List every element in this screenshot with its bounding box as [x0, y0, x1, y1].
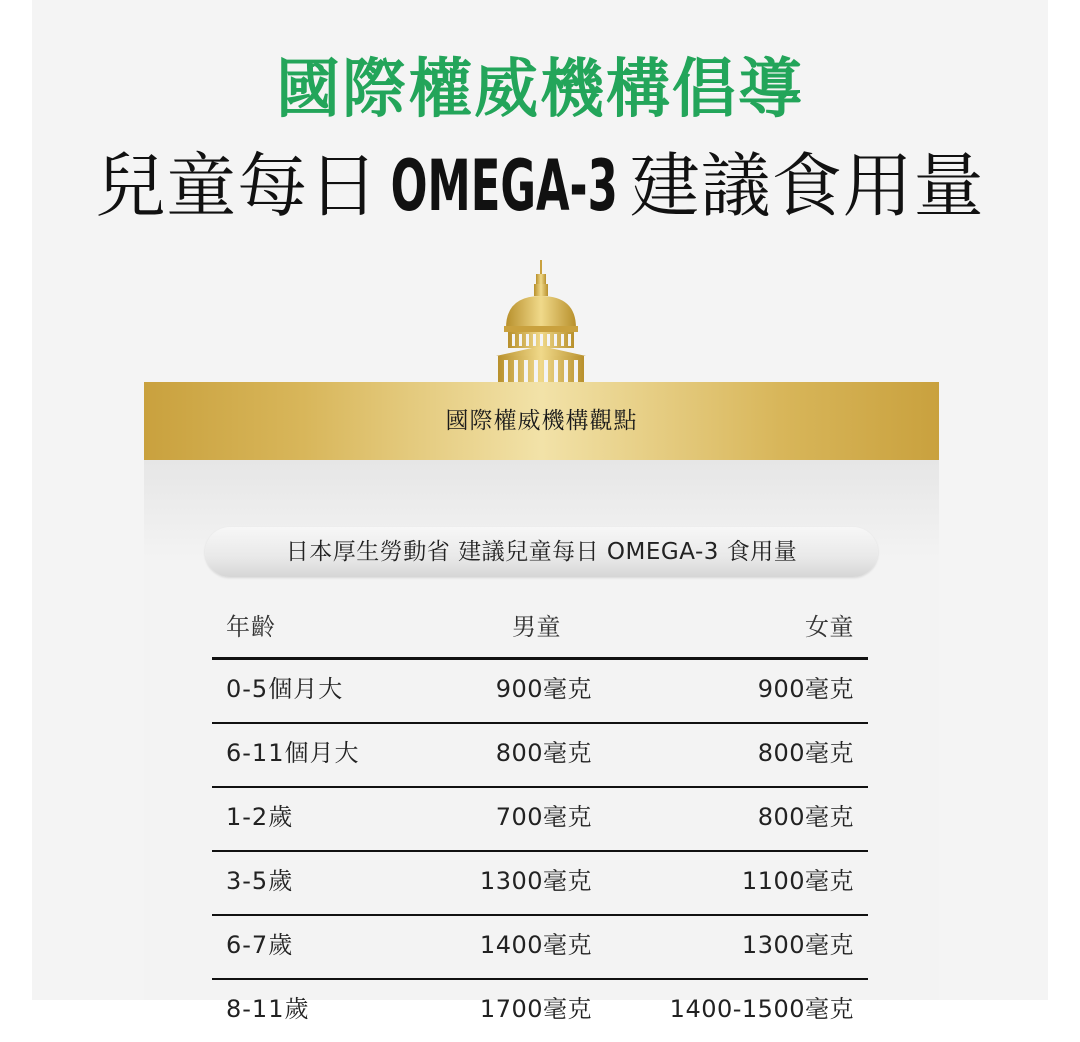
table-row	[212, 916, 868, 980]
authority-banner	[144, 382, 939, 460]
girls-cell: 1100毫克	[741, 867, 854, 895]
table-row	[212, 788, 868, 852]
header-girls: 女童	[805, 613, 854, 641]
subtitle-emphasis: OMEGA-3	[390, 145, 619, 227]
header-age: 年齡	[226, 613, 276, 641]
boys-cell: 1700毫克	[479, 995, 592, 1023]
capitol-building-icon	[496, 258, 586, 384]
table-header-row	[212, 600, 868, 660]
boys-cell: 1300毫克	[479, 867, 592, 895]
page-title: 國際權威機構倡導	[276, 53, 804, 127]
girls-cell: 800毫克	[757, 739, 854, 767]
source-pill	[205, 527, 878, 577]
girls-cell: 1400-1500毫克	[669, 995, 854, 1023]
girls-cell: 1300毫克	[741, 931, 854, 959]
table-row	[212, 852, 868, 916]
boys-cell: 900毫克	[495, 675, 592, 703]
subtitle-suffix: 建議食用量	[629, 145, 985, 227]
boys-cell: 700毫克	[495, 803, 592, 831]
age-cell: 8-11歲	[226, 995, 310, 1023]
boys-cell: 1400毫克	[479, 931, 592, 959]
table-row	[212, 660, 868, 724]
table-row	[212, 980, 868, 1042]
girls-cell: 900毫克	[757, 675, 854, 703]
banner-label: 國際權威機構觀點	[445, 408, 638, 434]
source-label: 日本厚生勞動省 建議兒童每日 OMEGA-3 食用量	[285, 539, 798, 565]
age-cell: 3-5歲	[226, 867, 294, 895]
table-row	[212, 724, 868, 788]
age-cell: 6-11個月大	[226, 739, 360, 767]
page-subtitle	[0, 130, 1080, 231]
age-cell: 0-5個月大	[226, 675, 344, 703]
subtitle-prefix: 兒童每日	[95, 145, 380, 227]
header-boys: 男童	[512, 613, 561, 641]
age-cell: 6-7歲	[226, 931, 294, 959]
boys-cell: 800毫克	[495, 739, 592, 767]
intake-table	[212, 600, 868, 1042]
age-cell: 1-2歲	[226, 803, 294, 831]
girls-cell: 800毫克	[757, 803, 854, 831]
